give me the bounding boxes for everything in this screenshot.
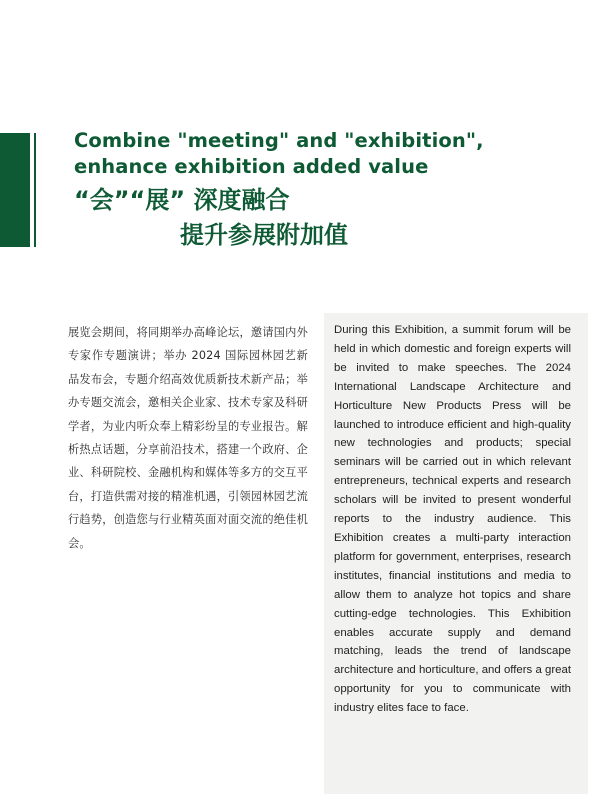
heading-english-line-2: enhance exhibition added value [74, 155, 429, 178]
accent-bar [0, 133, 30, 247]
heading-chinese-line-2: 提升参展附加值 [180, 221, 348, 249]
heading-english-line-1: Combine "meeting" and "exhibition", [74, 129, 484, 152]
accent-line [34, 133, 36, 247]
body-chinese: 展览会期间，将同期举办高峰论坛，邀请国内外专家作专题演讲；举办 2024 国际园林园艺新品发布会，专题介绍高效优质新技术新产品；举办专题交流会，邀相关企业家、技术专家及科研学者，为业内听众奉上精彩纷呈的专业报告。解析热点话题，分享前沿技术，搭建一个政府、企业、科研院校、金融机构和媒体等多方的交互平台，打造供需对接的精准机遇，引领园林园艺流行趋势，创造您与行业精英面对面交流的绝佳机会。 [68, 326, 308, 550]
heading-english [74, 128, 484, 180]
heading-chinese-line-1: “会”“展” 深度融合 [74, 186, 290, 214]
body-english: During this Exhibition, a summit forum will be held in which domestic and foreign experts will be invited to make speeches. The 2024 International Landscape Architecture and Horticulture New Products Press will be launched to introduce efficient and high-quality new technologies and products; special seminars will be carried out in which relevant entrepreneurs, technical experts and research scholars will be invited to present wonderful reports to the industry audience. This Exhibition creates a multi-party interaction platform for government, enterprises, research institutes, financial institutions and media to allow them to analyze hot topics and share cutting-edge technologies. This Exhibition enables accurate supply and demand matching, leads the trend of landscape architecture and horticulture, and offers a great opportunity for you to communicate with industry elites face to face. [334, 324, 571, 715]
